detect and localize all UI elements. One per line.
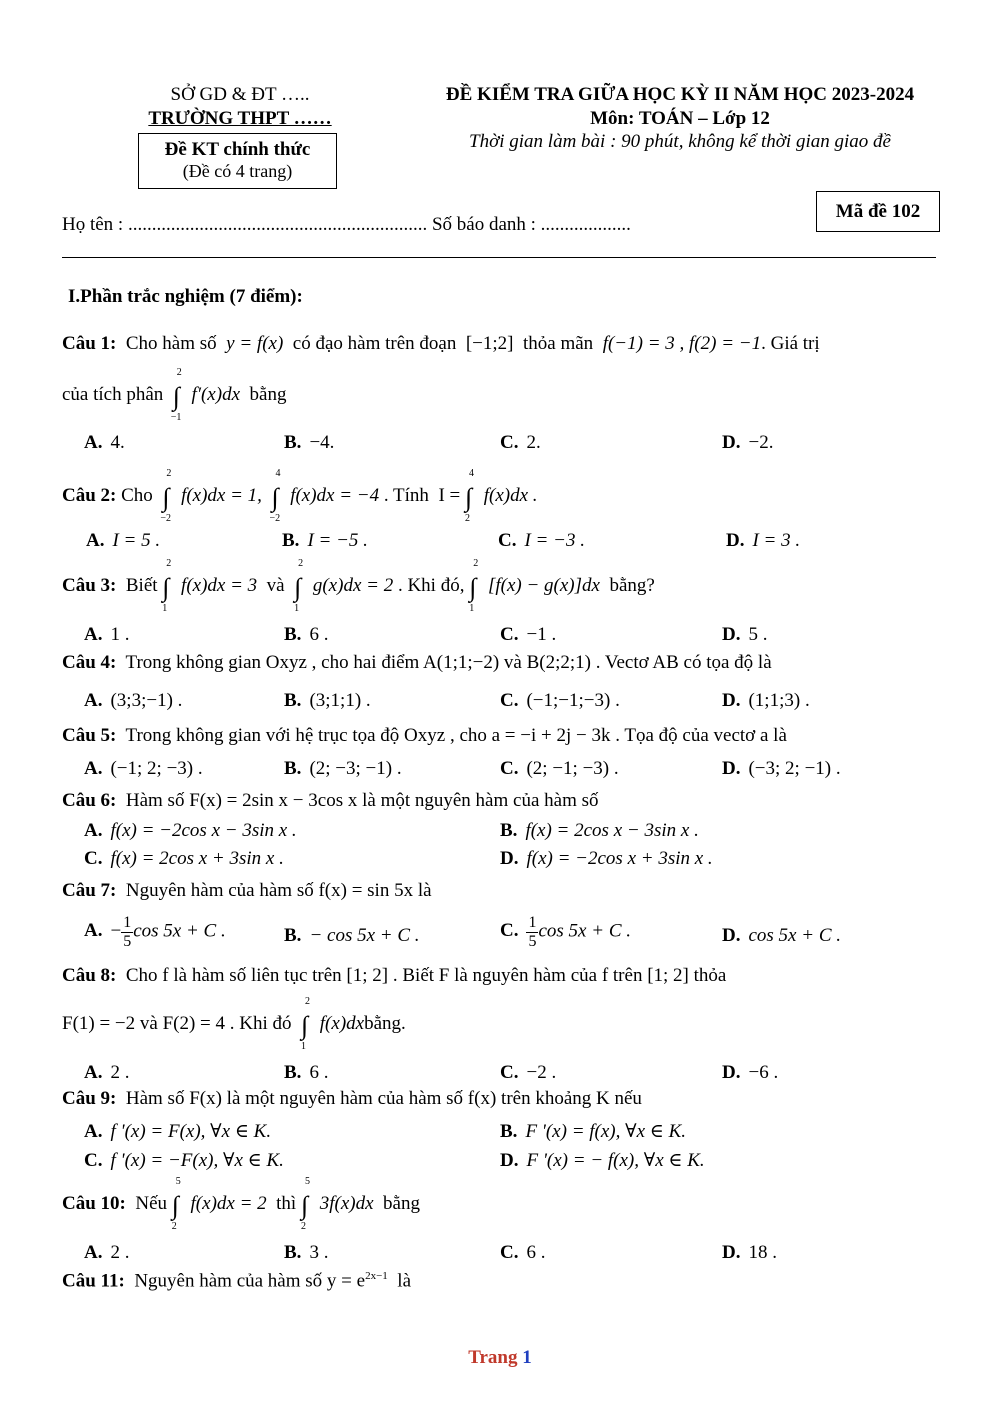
question-5: Câu 5: Trong không gian với hệ trục tọa độ Oxyz , cho a = −i + 2j − 3k . Tọa độ của vectơ a là (62, 725, 787, 746)
official-box-pages: (Đề có 4 trang) (182, 161, 293, 181)
q3-option-a[interactable]: A. 1 . (84, 624, 130, 645)
q1-option-b[interactable]: B. −4. (284, 432, 335, 453)
q10-option-b[interactable]: B. 3 . (284, 1242, 329, 1263)
official-box-title: Đề KT chính thức (164, 139, 311, 160)
question-2: Câu 2: Cho 2 ∫ −2 f(x)dx = 1, 4 ∫ −2 f(x)dx = −4 . Tính I = 4 ∫ 2 f(x)dx . (62, 468, 538, 524)
q1-option-d[interactable]: D. −2. (722, 432, 774, 453)
name-line: Họ tên : ............................................................... Số báo danh : ................... (62, 214, 631, 235)
q8-option-b[interactable]: B. 6 . (284, 1062, 329, 1083)
question-8-line2: F(1) = −2 và F(2) = 4 . Khi đó 2 ∫ 1 f(x)dxbằng. (62, 996, 406, 1052)
q9-option-b[interactable]: B. F '(x) = f(x), ∀x ∈ K. (500, 1121, 687, 1142)
q10-option-c[interactable]: C. 6 . (500, 1242, 546, 1263)
q4-option-b[interactable]: B. (3;1;1) . (284, 690, 371, 711)
footer-word: Trang (468, 1347, 518, 1368)
exam-title: ĐỀ KIỂM TRA GIỮA HỌC KỲ II NĂM HỌC 2023-2024 (445, 84, 915, 105)
q4-option-a[interactable]: A. (3;3;−1) . (84, 690, 183, 711)
q3-option-b[interactable]: B. 6 . (284, 624, 329, 645)
question-10: Câu 10: Nếu 5 ∫ 2 f(x)dx = 2 thì 5 ∫ 2 3f(x)dx bằng (62, 1176, 420, 1232)
question-3: Câu 3: Biết 2 ∫ 1 f(x)dx = 3 và 2 ∫ 1 g(x)dx = 2 . Khi đó, 2 ∫ 1 [f(x) − g(x)]dx bằng? (62, 558, 655, 614)
question-6: Câu 6: Hàm số F(x) = 2sin x − 3cos x là một nguyên hàm của hàm số (62, 790, 599, 811)
q8-option-c[interactable]: C. −2 . (500, 1062, 557, 1083)
q9-option-d[interactable]: D. F '(x) = − f(x), ∀x ∈ K. (500, 1150, 705, 1171)
q2-option-c[interactable]: C. I = −3 . (498, 530, 585, 551)
q9-option-c[interactable]: C. f '(x) = −F(x), ∀x ∈ K. (84, 1150, 284, 1171)
q2-option-a[interactable]: A. I = 5 . (86, 530, 161, 551)
q5-option-c[interactable]: C. (2; −1; −3) . (500, 758, 619, 779)
question-9: Câu 9: Hàm số F(x) là một nguyên hàm của hàm số f(x) trên khoảng K nếu (62, 1088, 642, 1109)
q6-option-b[interactable]: B. f(x) = 2cos x − 3sin x . (500, 820, 699, 841)
q10-option-d[interactable]: D. 18 . (722, 1242, 777, 1263)
q7-option-c[interactable]: C. $\frac{1}{5}$ cos 5x + C . (500, 914, 631, 950)
q6-option-d[interactable]: D. f(x) = −2cos x + 3sin x . (500, 848, 713, 869)
q10-option-a[interactable]: A. 2 . (84, 1242, 130, 1263)
q1-option-a[interactable]: A. 4. (84, 432, 125, 453)
q7-option-b[interactable]: B. − cos 5x + C . (284, 925, 420, 946)
section-title: I.Phần trắc nghiệm (7 điểm): (68, 286, 303, 307)
question-4: Câu 4: Trong không gian Oxyz , cho hai điểm A(1;1;−2) và B(2;2;1) . Vectơ AB có tọa độ là (62, 652, 772, 673)
question-11: Câu 11: Nguyên hàm của hàm số $y = e^{2x-1}$ là (62, 1270, 412, 1292)
q7-option-d[interactable]: D. cos 5x + C . (722, 925, 841, 946)
exam-subject: Môn: TOÁN – Lớp 12 (590, 108, 770, 129)
question-1-line2: của tích phân 2 ∫ −1 f′(x)dx bằng (62, 367, 287, 423)
header-divider (62, 257, 936, 258)
school-name: TRƯỜNG THPT …… (148, 108, 332, 129)
q5-option-d[interactable]: D. (−3; 2; −1) . (722, 758, 841, 779)
official-exam-box (138, 133, 337, 189)
department-name: SỞ GD & ĐT ….. (170, 84, 310, 105)
q2-option-d[interactable]: D. I = 3 . (726, 530, 801, 551)
q1-option-c[interactable]: C. 2. (500, 432, 541, 453)
q4-option-d[interactable]: D. (1;1;3) . (722, 690, 810, 711)
question-7: Câu 7: Nguyên hàm của hàm số f(x) = sin 5x là (62, 880, 432, 901)
page-footer (0, 1347, 1000, 1369)
q5-option-a[interactable]: A. (−1; 2; −3) . (84, 758, 203, 779)
q5-option-b[interactable]: B. (2; −3; −1) . (284, 758, 402, 779)
q2-option-b[interactable]: B. I = −5 . (282, 530, 368, 551)
q7-option-a[interactable]: A. − $\frac{1}{5}$ cos 5x + C . (84, 914, 226, 950)
q6-option-c[interactable]: C. f(x) = 2cos x + 3sin x . (84, 848, 284, 869)
exam-time: Thời gian làm bài : 90 phút, không kể thời gian giao đề (469, 131, 891, 152)
q8-option-a[interactable]: A. 2 . (84, 1062, 130, 1083)
q9-option-a[interactable]: A. f '(x) = F(x), ∀x ∈ K. (84, 1121, 272, 1142)
question-1: Câu 1: Cho hàm số y = f(x) có đạo hàm trên đoạn [−1;2] thỏa mãn f(−1) = 3 , f(2) = −1. Giá trị (62, 333, 820, 354)
q3-option-c[interactable]: C. −1 . (500, 624, 557, 645)
q6-option-a[interactable]: A. f(x) = −2cos x − 3sin x . (84, 820, 297, 841)
q8-option-d[interactable]: D. −6 . (722, 1062, 779, 1083)
page-number: 1 (522, 1347, 532, 1368)
q3-option-d[interactable]: D. 5 . (722, 624, 768, 645)
question-8: Câu 8: Cho f là hàm số liên tục trên [1; 2] . Biết F là nguyên hàm của f trên [1; 2] thỏa (62, 965, 727, 986)
exam-code-box: Mã đề 102 (816, 191, 940, 232)
q4-option-c[interactable]: C. (−1;−1;−3) . (500, 690, 620, 711)
